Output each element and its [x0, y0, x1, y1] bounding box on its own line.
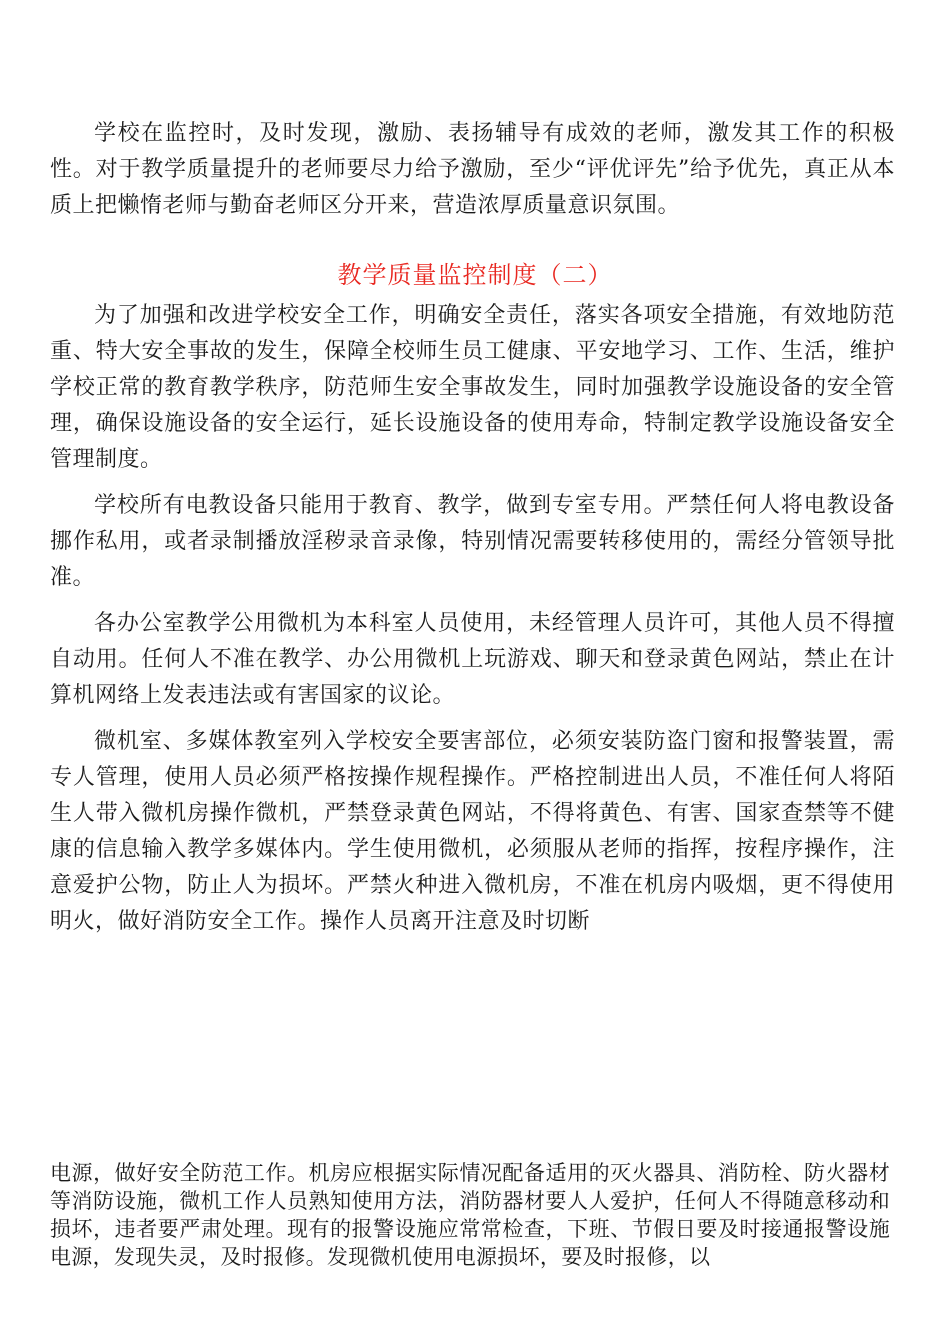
continuation-paragraph: 电源，做好安全防范工作。机房应根据实际情况配备适用的灭火器具、消防栓、防火器材等消防设施，微机工作人员熟知使用方法，消防器材要人人爱护，任何人不得随意移动和损坏，违者要严肃处理。现有的报警设施应常常检查，下班、节假日要及时接通报警设施电源，发现失灵，及时报修。发现微机使用电源损坏，要及时报修，以	[50, 1161, 890, 1269]
body-paragraph: 各办公室教学公用微机为本科室人员使用，未经管理人员许可，其他人员不得擅自动用。任何人不准在教学、办公用微机上玩游戏、聊天和登录黄色网站，禁止在计算机网络上发表违法或有害国家的议论。	[50, 611, 895, 708]
body-paragraph: 学校所有电教设备只能用于教育、教学，做到专室专用。严禁任何人将电教设备挪作私用，或者录制播放淫秽录音录像，特别情况需要转移使用的，需经分管领导批准。	[50, 493, 895, 590]
body-paragraph: 为了加强和改进学校安全工作，明确安全责任，落实各项安全措施，有效地防范重、特大安全事故的发生，保障全校师生员工健康、平安地学习、工作、生活，维护学校正常的教育教学秩序，防范师生安全事故发生，同时加强教学设施设备的安全管理，确保设施设备的安全运行，延长设施设备的使用寿命，特制定教学设施设备安全管理制度。	[50, 303, 895, 472]
section-title: 教学质量监控制度（二）	[337, 261, 613, 289]
continuation-section	[50, 1159, 890, 1271]
intro-section	[50, 116, 895, 224]
body-paragraph: 微机室、多媒体教室列入学校安全要害部位，必须安装防盗门窗和报警装置，需专人管理，使用人员必须严格按操作规程操作。严格控制进出人员，不准任何人将陌生人带入微机房操作微机，严禁登录黄色网站，不得将黄色、有害、国家查禁等不健康的信息输入教学多媒体内。学生使用微机，必须服从老师的指挥，按程序操作，注意爱护公物，防止人为损坏。严禁火种进入微机房，不准在机房内吸烟，更不得使用明火，做好消防安全工作。操作人员离开注意及时切断	[50, 729, 895, 934]
section-body	[50, 298, 895, 940]
intro-paragraph: 学校在监控时，及时发现，激励、表扬辅导有成效的老师，激发其工作的积极性。对于教学质量提升的老师要尽力给予激励，至少“评优评先”给予优先，真正从本质上把懒惰老师与勤奋老师区分开来，营造浓厚质量意识氛围。	[50, 121, 895, 218]
